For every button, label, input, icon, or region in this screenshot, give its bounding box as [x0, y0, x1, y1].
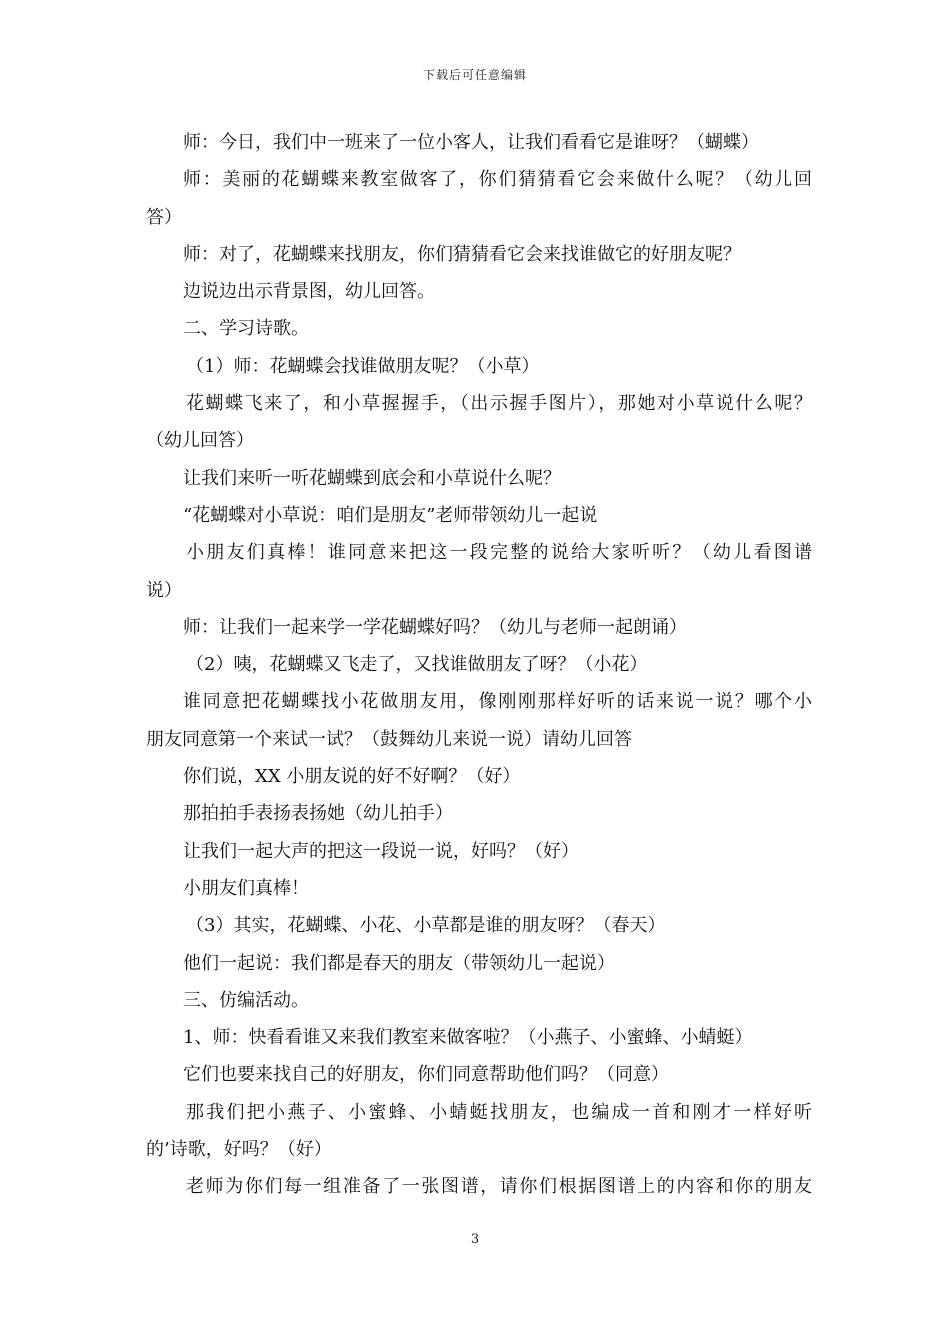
- section-heading: 二、学习诗歌。: [183, 318, 309, 340]
- paragraph-line: 那我们把小燕子、小蜜蜂、小蜻蜓找朋友，也编成一首和刚才一样好听: [186, 1101, 812, 1123]
- paragraph-line: 师：对了，花蝴蝶来找朋友，你们猜猜看它会来找谁做它的好朋友呢？: [183, 243, 741, 265]
- paragraph-line: 1、师：快看看谁又来我们教室来做客啦？（小燕子、小蜜蜂、小蜻蜓）: [183, 1027, 753, 1049]
- paragraph-line: “花蝴蝶对小草说：咱们是朋友”老师带领幼儿一起说: [183, 504, 598, 526]
- paragraph-line: 你们说，XX 小朋友说的好不好啊？（好）: [183, 766, 521, 788]
- paragraph-line: （2）咦，花蝴蝶又飞走了，又找谁做朋友了呀？（小花）: [186, 654, 648, 676]
- paragraph-line: 师：今日，我们中一班来了一位小客人，让我们看看它是谁呀？（蝴蝶）: [183, 132, 759, 153]
- paragraph-line: 老师为你们每一组准备了一张图谱，请你们根据图谱上的内容和你的朋友: [186, 1176, 812, 1198]
- paragraph-line: 让我们一起大声的把这一段说一说，好吗？（好）: [183, 840, 579, 862]
- paragraph-line: 朋友同意第一个来试一试？（鼓舞幼儿来说一说）请幼儿回答: [146, 728, 632, 750]
- page-number: 3: [470, 1232, 480, 1247]
- paragraph-line: 花蝴蝶飞来了，和小草握握手，（出示握手图片），那她对小草说什么呢？: [186, 393, 812, 415]
- paragraph-line: （幼儿回答）: [146, 430, 254, 452]
- section-heading: 三、仿编活动。: [183, 989, 309, 1011]
- paragraph-line: 师：让我们一起来学一学花蝴蝶好吗？（幼儿与老师一起朗诵）: [183, 616, 687, 638]
- page-header: 下载后可任意编辑: [422, 68, 527, 82]
- paragraph-line: 它们也要来找自己的好朋友，你们同意帮助他们吗？（同意）: [183, 1064, 669, 1086]
- paragraph-line: 边说边出示背景图，幼儿回答。: [183, 281, 435, 303]
- paragraph-line: 谁同意把花蝴蝶找小花做朋友用，像刚刚那样好听的话来说一说？哪个小: [183, 691, 812, 713]
- paragraph-line: （1）师：花蝴蝶会找谁做朋友呢？（小草）: [186, 355, 540, 377]
- paragraph-line: 那拍拍手表扬表扬她（幼儿拍手）: [183, 803, 453, 825]
- document-body: [146, 124, 812, 1206]
- paragraph-line: 的’诗歌，好吗？（好）: [146, 1139, 332, 1161]
- paragraph-line: 让我们来听一听花蝴蝶到底会和小草说什么呢？: [183, 467, 561, 489]
- paragraph-line: 他们一起说：我们都是春天的朋友（带领幼儿一起说）: [183, 952, 615, 974]
- paragraph-line: （3）其实，花蝴蝶、小花、小草都是谁的朋友呀？（春天）: [186, 915, 666, 937]
- paragraph-line: 师：美丽的花蝴蝶来教室做客了，你们猜猜看它会来做什么呢？（幼儿回: [183, 169, 812, 191]
- paragraph-line: 小朋友们真棒！: [183, 877, 309, 899]
- paragraph-line: 小朋友们真棒！谁同意来把这一段完整的说给大家听听？（幼儿看图谱: [186, 542, 812, 564]
- paragraph-line: 答）: [146, 206, 182, 228]
- paragraph-line: 说）: [146, 579, 182, 601]
